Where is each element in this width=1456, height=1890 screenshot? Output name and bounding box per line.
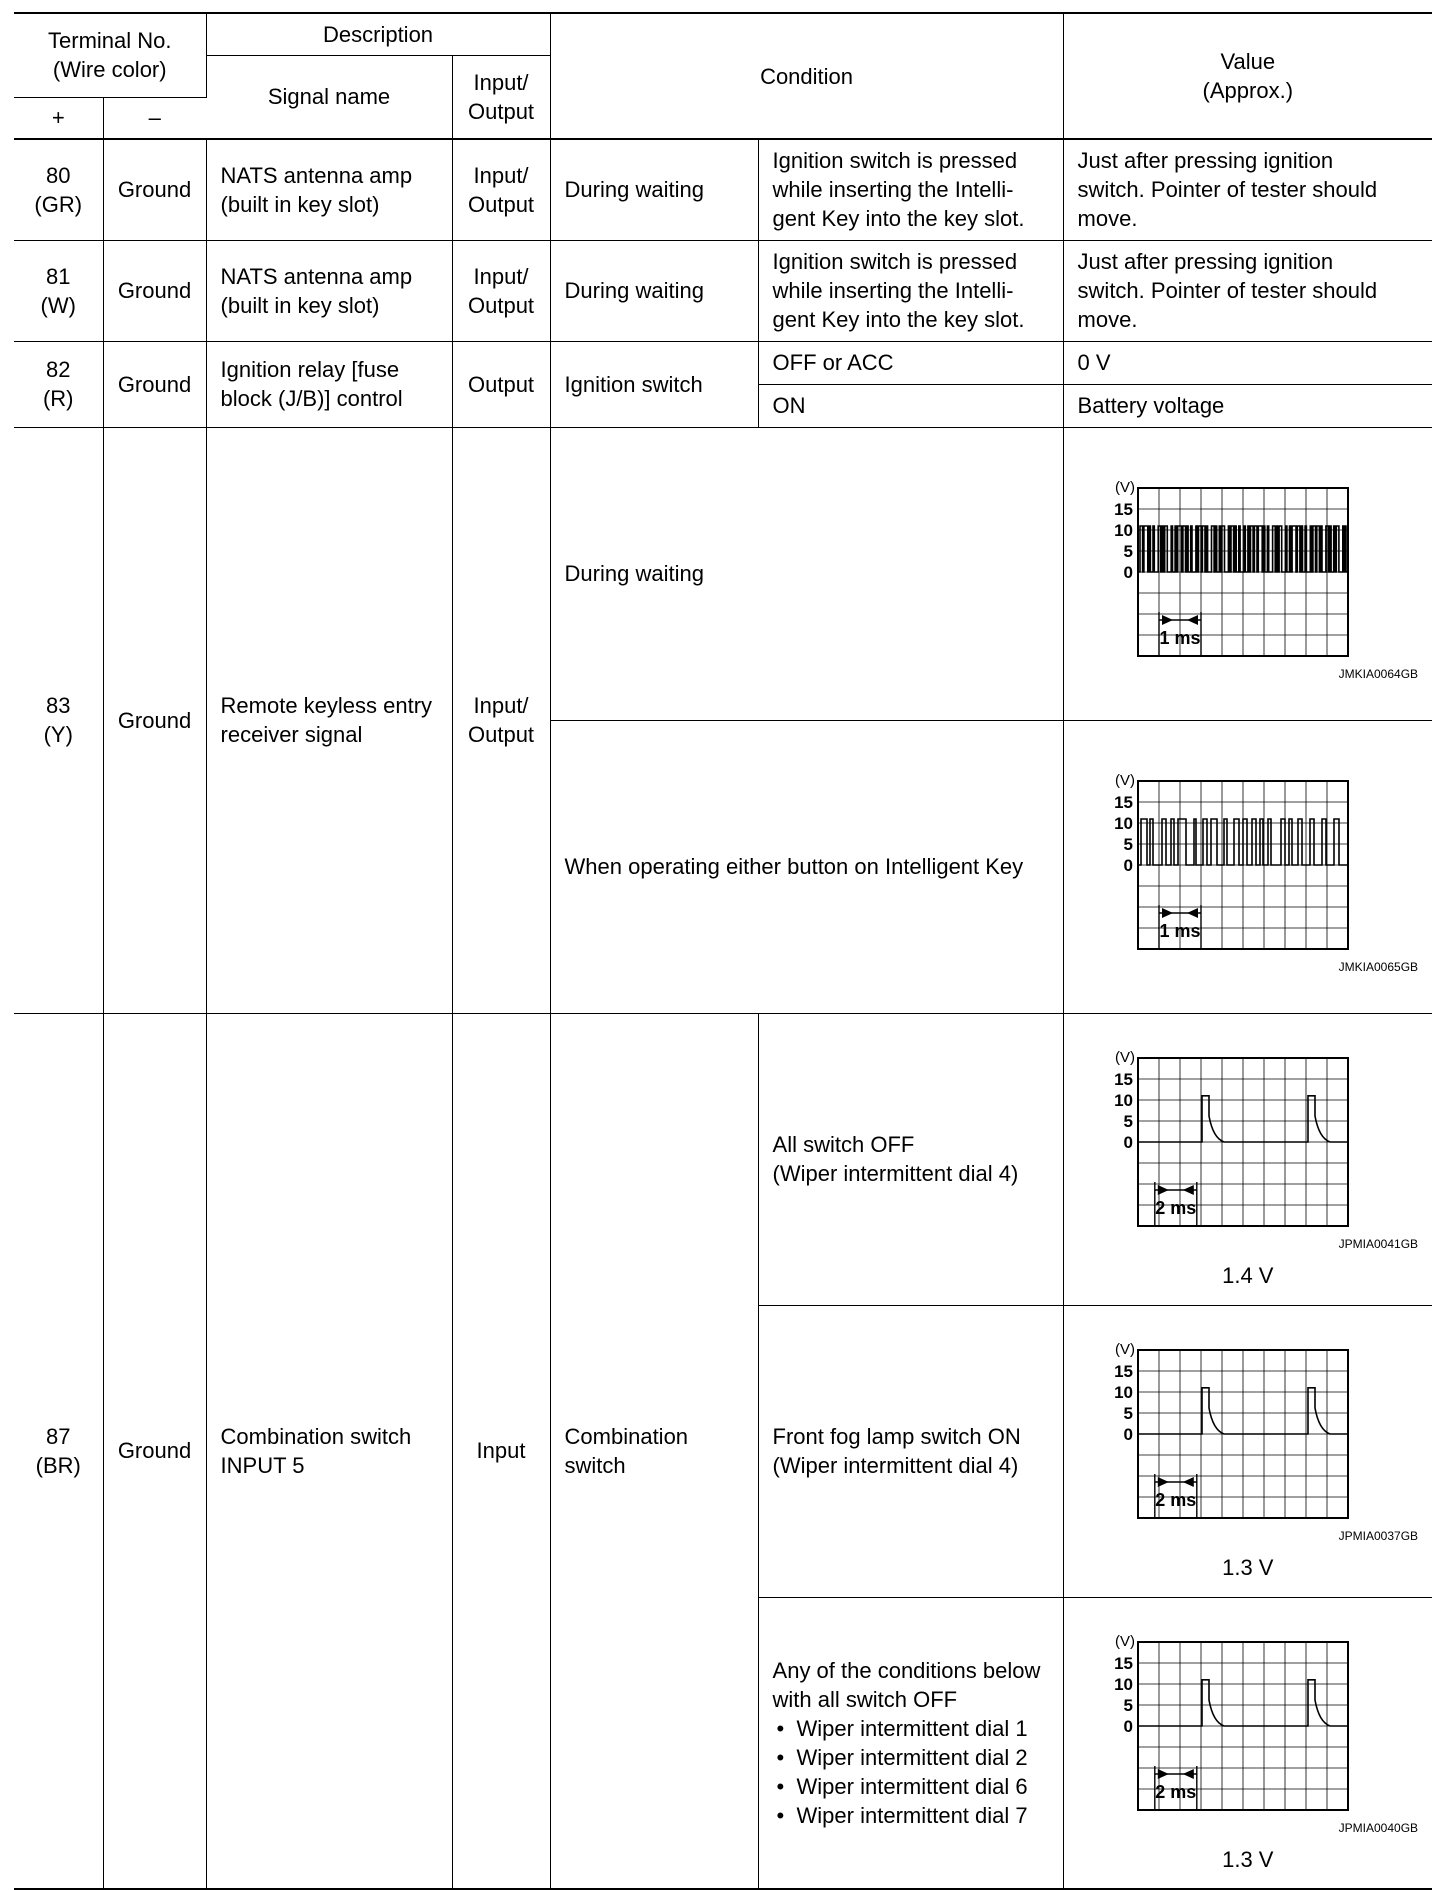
signal-line: Ignition relay [fuse — [220, 357, 400, 382]
y-tick-label: 15 — [1113, 500, 1133, 519]
y-tick-label: 0 — [1123, 1133, 1133, 1152]
y-tick-label: 0 — [1123, 856, 1133, 875]
io-line: Input/ — [473, 263, 529, 289]
y-unit-label: (V) — [1114, 479, 1135, 496]
ground-cell: Ground — [103, 427, 206, 1013]
terminal-number: 83 — [46, 693, 71, 718]
figure-code: JMKIA0064GB — [1338, 667, 1419, 681]
signal-line: block (J/B)] control — [220, 386, 403, 411]
wire-color: (BR) — [35, 1452, 81, 1478]
signal-line: (built in key slot) — [220, 292, 380, 318]
list-item: • Wiper intermittent dial 7 — [773, 1801, 1049, 1830]
text-line: Ignition switch is pressed — [772, 148, 1018, 174]
io-cell: Output — [452, 341, 550, 427]
signal-cell — [206, 240, 452, 341]
waveform-diagram — [1083, 1612, 1413, 1812]
text-line: gent Key into the key slot. — [772, 206, 1025, 232]
y-tick-label: 10 — [1113, 814, 1133, 833]
y-tick-label: 0 — [1123, 563, 1133, 582]
io-label-1: Input/ — [473, 69, 529, 95]
wire-color: (R) — [42, 386, 74, 411]
text-line: switch. Pointer of tester should — [1077, 278, 1378, 303]
subcondition-cell: ON — [758, 384, 1063, 427]
terminal-number: 80 — [46, 162, 71, 188]
list-item: • Wiper intermittent dial 6 — [773, 1772, 1049, 1801]
io-line: Input/ — [473, 693, 529, 718]
waveform-cell — [1063, 1013, 1432, 1305]
y-tick-label: 5 — [1123, 1112, 1133, 1131]
figure-code: JPMIA0040GB — [1338, 1820, 1419, 1835]
text-line: move. — [1077, 206, 1138, 232]
approx-label: (Approx.) — [1202, 78, 1294, 103]
terminal-number: 82 — [46, 357, 71, 382]
io-label-2: Output — [468, 98, 535, 124]
y-tick-label: 5 — [1123, 1404, 1133, 1423]
text-line: move. — [1077, 307, 1138, 332]
signal-line: (built in key slot) — [220, 191, 380, 217]
terminal-cell — [14, 341, 103, 427]
y-tick-label: 0 — [1123, 1716, 1133, 1736]
table-row — [14, 240, 1432, 341]
voltage-value: 1.4 V — [1222, 1263, 1274, 1288]
text-line: while inserting the Intelli- — [772, 177, 1014, 203]
signal-name-header: Signal name — [206, 55, 452, 139]
waveform-cell — [1063, 1305, 1432, 1597]
condition-cell: During waiting — [550, 427, 1063, 720]
subcondition-cell — [758, 240, 1063, 341]
value-cell: 0 V — [1063, 341, 1432, 384]
io-cell — [452, 240, 550, 341]
y-tick-label: 5 — [1123, 542, 1133, 561]
signal-cell — [206, 427, 452, 1013]
io-cell: Input — [452, 1013, 550, 1889]
signal-cell — [206, 1013, 452, 1889]
y-unit-label: (V) — [1114, 1049, 1135, 1066]
terminal-number: 81 — [46, 263, 71, 289]
time-scale-label: 2 ms — [1155, 1490, 1197, 1510]
waveform-diagram — [1083, 458, 1413, 658]
subcondition-cell: OFF or ACC — [758, 341, 1063, 384]
value-cell: Battery voltage — [1063, 384, 1432, 427]
condition-list — [773, 1714, 1049, 1830]
subcondition-cell — [758, 1013, 1063, 1305]
text-line: while inserting the Intelli- — [772, 278, 1014, 303]
table-row — [14, 341, 1432, 384]
y-unit-label: (V) — [1114, 772, 1135, 789]
y-tick-label: 10 — [1113, 1091, 1133, 1110]
wire-color-label: (Wire color) — [52, 57, 167, 83]
list-item: • Wiper intermittent dial 1 — [773, 1714, 1049, 1743]
condition-header: Condition — [550, 13, 1063, 139]
condition-cell: During waiting — [550, 240, 758, 341]
voltage-value: 1.3 V — [1222, 1555, 1274, 1580]
value-cell — [1063, 139, 1432, 240]
time-scale-label: 1 ms — [1159, 921, 1201, 941]
y-tick-label: 0 — [1123, 1425, 1133, 1444]
text-line: switch. Pointer of tester should — [1077, 177, 1378, 203]
io-line: Output — [468, 292, 535, 318]
list-item: • Wiper intermittent dial 2 — [773, 1743, 1049, 1772]
subcondition-cell — [758, 1597, 1063, 1889]
subcondition-cell — [758, 1305, 1063, 1597]
text-line: switch — [564, 1452, 626, 1478]
ground-cell: Ground — [103, 341, 206, 427]
text-line: Any of the conditions below — [772, 1657, 1041, 1683]
minus-header: – — [103, 97, 206, 139]
io-line: Output — [468, 191, 535, 217]
condition-cell: During waiting — [550, 139, 758, 240]
time-scale-label: 1 ms — [1159, 628, 1201, 648]
text-line: Front fog lamp switch ON — [772, 1424, 1021, 1449]
terminal-cell — [14, 240, 103, 341]
text-line: Combination — [564, 1423, 689, 1449]
y-tick-label: 15 — [1113, 1070, 1133, 1089]
text-line: (Wiper intermittent dial 4) — [772, 1453, 1019, 1478]
plus-header: + — [14, 97, 103, 139]
ground-cell: Ground — [103, 240, 206, 341]
signal-line: receiver signal — [220, 722, 363, 747]
signal-cell — [206, 139, 452, 240]
io-line: Input/ — [473, 162, 529, 188]
y-tick-label: 5 — [1123, 835, 1133, 854]
signal-line: Remote keyless entry — [220, 693, 433, 718]
io-line: Output — [468, 722, 535, 747]
text-line: Just after pressing ignition — [1077, 148, 1334, 174]
value-label: Value — [1220, 49, 1276, 74]
table-row — [14, 1013, 1432, 1305]
terminal-no-header — [14, 13, 206, 97]
wire-color: (W) — [40, 292, 76, 318]
waveform-diagram — [1083, 751, 1413, 951]
signal-line: Combination switch — [220, 1423, 412, 1449]
terminal-number: 87 — [46, 1423, 71, 1449]
signal-line: INPUT 5 — [220, 1452, 305, 1478]
waveform-cell — [1063, 427, 1432, 720]
waveform-diagram — [1083, 1320, 1413, 1520]
condition-cell: Ignition switch — [550, 341, 758, 427]
text-line: All switch OFF — [772, 1132, 915, 1157]
voltage-value: 1.3 V — [1222, 1846, 1274, 1872]
terminal-cell — [14, 139, 103, 240]
y-tick-label: 5 — [1123, 1695, 1133, 1715]
text-line: gent Key into the key slot. — [772, 307, 1025, 332]
table-row — [14, 427, 1432, 720]
waveform-diagram — [1083, 1028, 1413, 1228]
y-tick-label: 15 — [1113, 1653, 1133, 1673]
time-scale-label: 2 ms — [1155, 1781, 1197, 1802]
y-tick-label: 15 — [1113, 793, 1133, 812]
ground-cell: Ground — [103, 1013, 206, 1889]
signal-line: NATS antenna amp — [220, 263, 413, 289]
io-header — [452, 55, 550, 139]
figure-code: JPMIA0037GB — [1338, 1529, 1419, 1543]
ground-cell: Ground — [103, 139, 206, 240]
terminal-cell — [14, 427, 103, 1013]
value-cell — [1063, 240, 1432, 341]
signal-line: NATS antenna amp — [220, 162, 413, 188]
text-line: Just after pressing ignition — [1077, 249, 1334, 274]
terminal-table — [14, 12, 1432, 1890]
signal-cell — [206, 341, 452, 427]
y-tick-label: 10 — [1113, 1674, 1133, 1694]
text-line: with all switch OFF — [772, 1686, 958, 1712]
y-unit-label: (V) — [1114, 1632, 1135, 1650]
y-tick-label: 10 — [1113, 1383, 1133, 1402]
terminal-cell — [14, 1013, 103, 1889]
table-row — [14, 139, 1432, 240]
subcondition-cell — [758, 139, 1063, 240]
terminal-no-label: Terminal No. — [48, 28, 172, 54]
description-header: Description — [206, 13, 550, 55]
y-tick-label: 15 — [1113, 1362, 1133, 1381]
value-header — [1063, 13, 1432, 139]
condition-cell: When operating either button on Intelligent Key — [550, 720, 1063, 1013]
figure-code: JPMIA0041GB — [1338, 1237, 1419, 1251]
waveform-cell — [1063, 720, 1432, 1013]
wire-color: (Y) — [43, 722, 73, 747]
io-cell — [452, 427, 550, 1013]
wire-color: (GR) — [34, 191, 83, 217]
figure-code: JMKIA0065GB — [1338, 960, 1419, 974]
y-unit-label: (V) — [1114, 1341, 1135, 1358]
condition-cell — [550, 1013, 758, 1889]
text-line: (Wiper intermittent dial 4) — [772, 1161, 1019, 1186]
io-cell — [452, 139, 550, 240]
text-line: Ignition switch is pressed — [772, 249, 1018, 274]
time-scale-label: 2 ms — [1155, 1198, 1197, 1218]
waveform-cell — [1063, 1597, 1432, 1889]
y-tick-label: 10 — [1113, 521, 1133, 540]
